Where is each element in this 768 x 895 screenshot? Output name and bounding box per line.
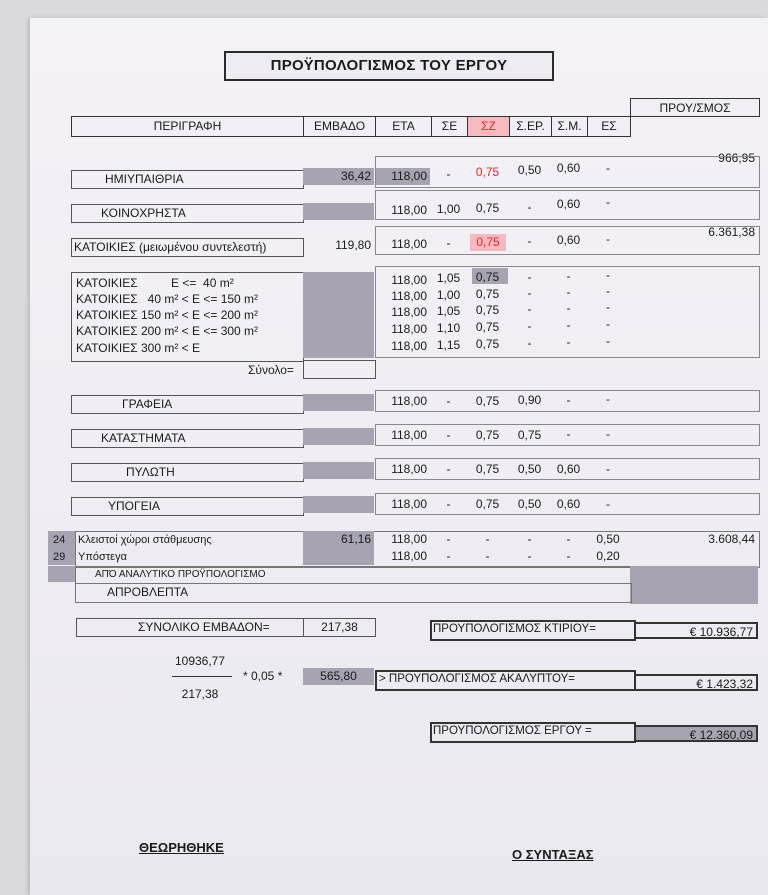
katoikies-row-2-sz: 0,75 [475,287,500,301]
row-ypostega-es: 0,20 [596,549,620,563]
row-kleistoi-total: 3.608,44 [708,532,755,546]
total-area-value: 217,38 [303,618,376,637]
document-title: ΠΡΟΫΠΟΛΟΓΙΣΜΟΣ ΤΟΥ ΕΡΓΟΥ [224,51,554,81]
katoikies-row-3-ser: - [527,302,532,316]
katoikies-row-4-sz: 0,75 [475,320,500,334]
row-grafeia-area [303,394,374,411]
row-pylotis-sm: 0,60 [556,462,581,476]
row-grafeia-eta: 118,00 [391,394,427,408]
row-katoikies-meiom-eta: 118,00 [391,237,427,251]
katoikies-row-2-label: ΚΑΤΟΙΚΙΕΣ 40 m² < E <= 150 m² [76,292,259,306]
row-imiypaithria-sz: 0,75 [475,165,500,179]
aprovlepta-label: ΑΠΡΟΒΛΕΠΤΑ [107,585,189,599]
row-koinoxrista-label: ΚΟΙΝΟΧΡΗΣΤΑ [101,206,186,220]
katoikies-block-area [303,272,374,358]
katoikies-row-5-sz: 0,75 [475,337,500,351]
katoikies-row-4-eta: 118,00 [391,322,427,336]
row-ypostega-sz: - [485,549,490,563]
row-kleistoi-eta: 118,00 [391,532,427,546]
katoikies-row-3-se: 1,05 [436,304,461,318]
row-koinoxrista-ser: - [527,200,532,214]
row-pylotis-area [303,462,374,479]
row-katastimata-sz: 0,75 [475,428,500,442]
row-ypostega-sm: - [566,549,571,563]
katoikies-row-2-eta: 118,00 [391,289,427,303]
row-pylotis-se: - [446,462,451,476]
row-kleistoi-es: 0,50 [596,532,620,546]
row-katastimata-grid [375,424,760,446]
row-pylotis-es: - [606,462,610,476]
fraction-numerator: 10936,77 [174,654,226,668]
katoikies-row-2-sm: - [566,285,571,299]
building-budget-label: ΠΡΟΥΠΟΛΟΓΙΣΜΟΣ ΚΤΙΡΙΟΥ= [433,623,596,635]
row-koinoxrista-sm: 0,60 [556,197,581,211]
katoikies-row-1-sm: - [566,269,571,283]
row-katastimata-se: - [446,428,451,442]
katoikies-row-5-es: - [606,334,610,348]
katoikies-row-5-se: 1,15 [436,338,461,352]
header-eta: ΕΤΑ [375,116,432,137]
row-kleistoi-sm: - [566,532,571,546]
header-sm: Σ.Μ. [551,116,588,137]
open-space-label: > ΠΡΟΥΠΟΛΟΓΙΣΜΟΣ ΑΚΑΛΥΠΤΟΥ= [379,673,575,685]
row-kleistoi-number: 24 [53,534,66,546]
header-area: ΕΜΒΑΔΟ [303,116,376,137]
katoikies-row-3-sz: 0,75 [475,303,500,317]
katoikies-row-3-eta: 118,00 [391,305,427,319]
row-ypostega-eta: 118,00 [391,549,427,563]
total-area-label: ΣΥΝΟΛΙΚΟ ΕΜΒΑΔΟΝ= [138,620,270,634]
row-grafeia-ser: 0,90 [517,393,542,407]
row-grafeia-sm: - [566,393,571,407]
katoikies-row-3-es: - [606,300,610,314]
row-katoikies-meiom-area: 119,80 [335,238,371,252]
row-katastimata-eta: 118,00 [391,428,427,442]
reviewed-signature-label: ΘΕΩΡΗΘΗΚΕ [139,840,224,855]
row-ypogeia-es: - [606,497,610,511]
row-ypostega-label: Υπόστεγα [78,551,127,563]
row-katoikies-meiom-sz: 0,75 [470,234,506,251]
katoikies-row-1-es: - [606,268,610,282]
katoikies-row-4-ser: - [527,319,532,333]
katoikies-row-1-ser: - [527,270,532,284]
row-ypogeia-eta: 118,00 [391,497,427,511]
row-ypogeia-label: ΥΠΟΓΕΙΑ [108,499,160,513]
row-grafeia-se: - [446,394,451,408]
row-katastimata-label: ΚΑΤΑΣΤΗΜΑΤΑ [101,431,186,445]
building-budget-value: € 10.936,77 [634,622,758,639]
project-budget-label: ΠΡΟΥΠΟΛΟΓΙΣΜΟΣ ΕΡΓΟΥ = [433,725,592,737]
katoikies-row-1-eta: 118,00 [391,273,427,287]
row-kleistoi-label: Κλειστοί χώροι στάθμευσης [78,534,212,546]
open-space-value: € 1.423,32 [634,674,758,691]
katoikies-row-4-sm: - [566,318,571,332]
row-ypogeia-frame [71,497,304,516]
project-budget-value: € 12.360,09 [634,725,758,742]
row-pylotis-eta: 118,00 [391,462,427,476]
row-grafeia-label: ΓΡΑΦΕΙΑ [122,397,173,411]
katoikies-row-5-eta: 118,00 [391,339,427,353]
row-koinoxrista-sz: 0,75 [475,201,500,215]
katoikies-row-4-es: - [606,317,610,331]
row-kleistoi-ser: - [527,532,532,546]
row-imiypaithria-se: - [446,167,451,181]
katoikies-row-5-ser: - [527,336,532,350]
row-ypostega-number: 29 [53,551,66,563]
row-katoikies-meiom-grid [375,226,760,255]
row-katoikies-meiom-total: 6.361,38 [708,225,755,239]
row-imiypaithria-total: 966,95 [718,151,755,165]
row-pylotis-grid [375,458,760,480]
multiplier: * 0,05 * [243,669,283,683]
header-es: ΕΣ [587,116,631,137]
analytiko-label: ΑΠΌ ΑΝΑΛΥΤΙΚΟ ΠΡΟΫΠΟΛΟΓΙΣΜΟ [95,569,266,580]
row-pylotis-ser: 0,50 [517,462,542,476]
row-grafeia-grid [375,390,760,412]
row-ypogeia-area [303,496,374,513]
row-imiypaithria-grid [375,156,760,188]
row-katoikies-meiom-se: - [446,236,451,250]
author-signature-label: Ο ΣΥΝΤΑΞΑΣ [512,847,594,862]
analytiko-number-cell [48,566,75,582]
row-grafeia-sz: 0,75 [475,394,500,408]
row-imiypaithria-area: 36,42 [303,168,374,185]
katoikies-row-2-se: 1,00 [436,288,461,302]
row-koinoxrista-grid [375,190,760,220]
katoikies-row-1-sz: 0,75 [475,270,500,284]
katoikies-row-2-es: - [606,284,610,298]
katoikies-row-1-label: ΚΑΤΟΙΚΙΕΣ Ε <= 40 m² [76,276,234,290]
katoikies-row-2-ser: - [527,286,532,300]
row-kleistoi-sz: - [485,532,490,546]
katoikies-row-4-label: ΚΑΤΟΙΚΙΕΣ 200 m² < E <= 300 m² [76,324,259,338]
header-budget: ΠΡΟΥ/ΣΜΟΣ [630,98,760,117]
row-imiypaithria-label: ΗΜΙΥΠΑΙΘΡΙΑ [105,172,184,186]
row-katoikies-meiom-ser: - [527,234,532,248]
row-kleistoi-area: 61,16 [303,531,374,548]
row-koinoxrista-eta: 118,00 [391,203,427,217]
katoikies-row-3-sm: - [566,301,571,315]
row-katastimata-ser: 0,75 [517,428,542,442]
katoikies-row-4-se: 1,10 [436,321,461,335]
row-grafeia-frame [71,395,304,414]
synolo-label: Σύνολο= [248,363,294,377]
row-kleistoi-se: - [446,532,451,546]
row-imiypaithria-ser: 0,50 [517,163,542,177]
header-ser: Σ.ΕΡ. [509,116,552,137]
row-katoikies-meiom-label: ΚΑΤΟΙΚΙΕΣ (μειωμένου συντελεστή) [74,240,267,254]
row-ypostega-area [303,548,374,565]
header-description: ΠΕΡΙΓΡΑΦΗ [71,116,304,137]
row-imiypaithria-eta: 118,00 [375,168,430,185]
header-se: ΣΕ [431,116,468,137]
row-ypogeia-se: - [446,497,451,511]
fraction-denominator: 217,38 [181,687,219,701]
row-koinoxrista-es: - [606,195,610,209]
fraction-line [172,676,232,677]
unit-result: 565,80 [303,668,374,685]
katoikies-row-5-label: ΚΑΤΟΙΚΙΕΣ 300 m² < E [76,341,201,355]
row-katoikies-meiom-es: - [606,232,610,246]
katoikies-row-3-label: ΚΑΤΟΙΚΙΕΣ 150 m² < E <= 200 m² [76,308,259,322]
row-ypogeia-ser: 0,50 [517,497,542,511]
row-ypogeia-sm: 0,60 [556,497,581,511]
katoikies-row-5-sm: - [566,335,571,349]
header-sz: ΣΖ [467,116,510,137]
row-ypogeia-sz: 0,75 [475,497,500,511]
row-imiypaithria-es: - [606,161,610,175]
row-imiypaithria-sm: 0,60 [556,161,581,175]
row-koinoxrista-se: 1,00 [436,202,461,216]
row-ypostega-se: - [446,549,451,563]
row-katastimata-sm: - [566,427,571,441]
row-pylotis-frame [71,463,304,482]
analytiko-total [630,566,758,604]
synolo-value [303,360,376,379]
row-pylotis-label: ΠΥΛΩΤΗ [126,465,175,479]
row-ypogeia-grid [375,493,760,515]
row-katoikies-meiom-sm: 0,60 [556,233,581,247]
katoikies-row-1-se: 1,05 [436,271,461,285]
row-ypostega-ser: - [527,549,532,563]
row-koinoxrista-area [303,203,374,220]
row-grafeia-es: - [606,392,610,406]
row-pylotis-sz: 0,75 [475,462,500,476]
row-katastimata-area [303,428,374,445]
row-katastimata-es: - [606,427,610,441]
